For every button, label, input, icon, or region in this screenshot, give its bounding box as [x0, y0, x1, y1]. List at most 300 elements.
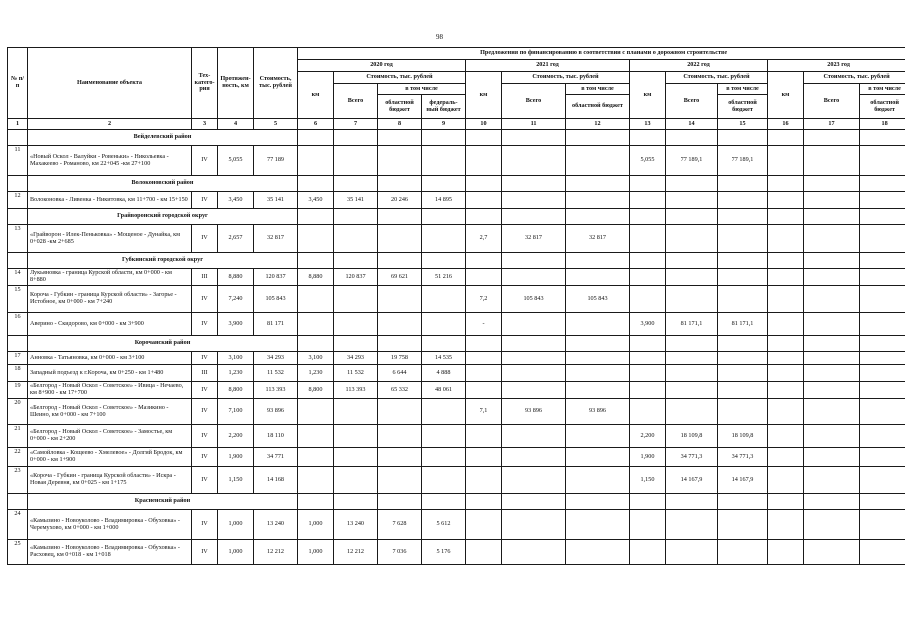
section-empty-cell: [718, 209, 768, 225]
value-cell: [378, 425, 422, 448]
value-cell: [666, 399, 718, 425]
value-cell: [768, 225, 804, 253]
section-empty-cell: [378, 253, 422, 269]
value-cell: -: [466, 313, 502, 336]
value-cell: [804, 313, 860, 336]
value-cell: [502, 467, 566, 494]
km-header: км: [466, 72, 502, 119]
value-cell: [502, 365, 566, 382]
value-cell: 12 212: [334, 540, 378, 565]
value-cell: [298, 286, 334, 313]
section-empty-cell: [718, 494, 768, 510]
value-cell: 7,2: [466, 286, 502, 313]
value-cell: [334, 448, 378, 467]
section-empty-cell: [666, 176, 718, 192]
value-cell: 11 532: [254, 365, 298, 382]
value-cell: [298, 399, 334, 425]
value-cell: 77 189: [254, 146, 298, 176]
value-cell: III: [192, 269, 218, 286]
section-empty-cell: [666, 494, 718, 510]
value-cell: 1,000: [298, 510, 334, 540]
value-cell: 65 332: [378, 382, 422, 399]
column-number-row: [8, 119, 905, 130]
table-row: [8, 540, 905, 565]
value-cell: [630, 540, 666, 565]
value-cell: IV: [192, 286, 218, 313]
value-cell: 35 141: [254, 192, 298, 209]
value-cell: [768, 269, 804, 286]
value-cell: [422, 467, 466, 494]
value-cell: [334, 425, 378, 448]
regional-budget-header: областной бюджет: [860, 95, 905, 119]
section-empty-cell: [378, 130, 422, 146]
value-cell: 18 109,8: [666, 425, 718, 448]
value-cell: [666, 540, 718, 565]
value-cell: 113 393: [254, 382, 298, 399]
total-header: Всего: [334, 84, 378, 119]
value-cell: 1,000: [298, 540, 334, 565]
value-cell: [566, 448, 630, 467]
row-number-cell: 21: [8, 425, 28, 448]
section-blank-cell: [8, 336, 28, 352]
value-cell: [804, 540, 860, 565]
column-number-cell: 18: [860, 119, 905, 130]
object-name-cell: Короча - Губкин - граница Курской области» - Загорье - Истобное, км 0+000 - км 7+240: [28, 286, 192, 313]
value-cell: 35 141: [334, 192, 378, 209]
section-empty-cell: [768, 253, 804, 269]
value-cell: 14 167,9: [666, 467, 718, 494]
section-title: Губкинский городской округ: [28, 253, 298, 269]
row-number-cell: 13: [8, 225, 28, 253]
km-header: км: [630, 72, 666, 119]
value-cell: 34 771,3: [666, 448, 718, 467]
value-cell: IV: [192, 352, 218, 365]
row-number-cell: 19: [8, 382, 28, 399]
value-cell: [768, 382, 804, 399]
object-name-cell: Лукьяновка - граница Курской области, км 0+000 - км 8+880: [28, 269, 192, 286]
table-row: [8, 286, 905, 313]
value-cell: 3,100: [298, 352, 334, 365]
object-name-cell: «Камызино - Новоуколово - Владимировка - Обуховка» - Расховец, км 0+018 - км 1+018: [28, 540, 192, 565]
section-empty-cell: [804, 130, 860, 146]
value-cell: [422, 146, 466, 176]
value-cell: [630, 269, 666, 286]
section-empty-cell: [718, 130, 768, 146]
column-number-cell: 12: [566, 119, 630, 130]
section-row: [8, 336, 905, 352]
value-cell: [630, 365, 666, 382]
value-cell: [666, 352, 718, 365]
value-cell: 3,450: [298, 192, 334, 209]
km-header: км: [298, 72, 334, 119]
value-cell: 3,900: [630, 313, 666, 336]
value-cell: 12 212: [254, 540, 298, 565]
value-cell: 8,880: [298, 269, 334, 286]
value-cell: 7,240: [218, 286, 254, 313]
value-cell: [630, 382, 666, 399]
value-cell: [502, 192, 566, 209]
section-empty-cell: [666, 130, 718, 146]
value-cell: 5 612: [422, 510, 466, 540]
section-empty-cell: [666, 253, 718, 269]
value-cell: [718, 399, 768, 425]
column-number-cell: 7: [334, 119, 378, 130]
value-cell: IV: [192, 467, 218, 494]
section-empty-cell: [630, 176, 666, 192]
year-2023-header: 2023 год: [768, 60, 905, 72]
section-blank-cell: [8, 253, 28, 269]
value-cell: 14 895: [422, 192, 466, 209]
value-cell: [804, 425, 860, 448]
row-number-cell: 15: [8, 286, 28, 313]
value-cell: 77 189,1: [718, 146, 768, 176]
value-cell: [804, 467, 860, 494]
value-cell: [804, 352, 860, 365]
regional-budget-header: областной бюджет: [566, 95, 630, 119]
value-cell: [502, 510, 566, 540]
section-title: Волоконовский район: [28, 176, 298, 192]
section-row: [8, 130, 905, 146]
value-cell: IV: [192, 510, 218, 540]
object-name-cell: Аверино - Скидорово, км 0+000 - км 3+900: [28, 313, 192, 336]
section-empty-cell: [334, 253, 378, 269]
value-cell: [804, 225, 860, 253]
value-cell: 1,230: [298, 365, 334, 382]
table-row: [8, 225, 905, 253]
value-cell: 1,900: [218, 448, 254, 467]
value-cell: [718, 365, 768, 382]
row-number-cell: 18: [8, 365, 28, 382]
value-cell: [768, 352, 804, 365]
section-empty-cell: [768, 209, 804, 225]
col-no-header: № п/п: [8, 48, 28, 119]
section-empty-cell: [768, 494, 804, 510]
value-cell: [566, 510, 630, 540]
value-cell: [768, 510, 804, 540]
section-title: Красненский район: [28, 494, 298, 510]
section-empty-cell: [630, 336, 666, 352]
col-name-header: Наименование объекта: [28, 48, 192, 119]
value-cell: [422, 313, 466, 336]
value-cell: 5,055: [218, 146, 254, 176]
value-cell: 93 896: [502, 399, 566, 425]
value-cell: IV: [192, 425, 218, 448]
value-cell: 105 843: [566, 286, 630, 313]
table-row: [8, 382, 905, 399]
value-cell: [566, 269, 630, 286]
value-cell: [422, 399, 466, 425]
value-cell: [804, 399, 860, 425]
value-cell: 19 758: [378, 352, 422, 365]
column-number-cell: 4: [218, 119, 254, 130]
object-name-cell: «Белгород - Новый Оскол - Советское» - Ивица - Нечаево, км 8+900 - км 17+700: [28, 382, 192, 399]
section-empty-cell: [630, 494, 666, 510]
value-cell: [298, 146, 334, 176]
year-2021-header: 2021 год: [466, 60, 630, 72]
value-cell: 8,800: [298, 382, 334, 399]
value-cell: 105 843: [502, 286, 566, 313]
section-empty-cell: [630, 130, 666, 146]
cost-header: Стоимость, тыс. рублей: [666, 72, 768, 84]
section-empty-cell: [502, 176, 566, 192]
value-cell: [718, 192, 768, 209]
value-cell: 6 644: [378, 365, 422, 382]
section-empty-cell: [298, 176, 334, 192]
value-cell: [566, 313, 630, 336]
value-cell: [502, 352, 566, 365]
section-empty-cell: [378, 494, 422, 510]
value-cell: [666, 382, 718, 399]
value-cell: 120 837: [254, 269, 298, 286]
value-cell: [566, 467, 630, 494]
total-header: Всего: [502, 84, 566, 119]
object-name-cell: «Грайворон - Илек-Пеньковка» - Мощеное - Дунайка, км 0+028 -км 2+685: [28, 225, 192, 253]
value-cell: III: [192, 365, 218, 382]
value-cell: [466, 425, 502, 448]
value-cell: [718, 286, 768, 313]
value-cell: 8,880: [218, 269, 254, 286]
row-number-cell: 14: [8, 269, 28, 286]
value-cell: [804, 365, 860, 382]
section-empty-cell: [466, 494, 502, 510]
value-cell: [860, 146, 905, 176]
row-number-cell: 23: [8, 467, 28, 494]
value-cell: 113 393: [334, 382, 378, 399]
value-cell: 5 176: [422, 540, 466, 565]
value-cell: [860, 352, 905, 365]
value-cell: IV: [192, 399, 218, 425]
section-empty-cell: [860, 494, 905, 510]
row-number-cell: 20: [8, 399, 28, 425]
section-empty-cell: [566, 336, 630, 352]
section-empty-cell: [298, 209, 334, 225]
value-cell: 8,800: [218, 382, 254, 399]
value-cell: 34 293: [334, 352, 378, 365]
value-cell: [768, 540, 804, 565]
section-empty-cell: [804, 494, 860, 510]
value-cell: 34 771: [254, 448, 298, 467]
value-cell: IV: [192, 192, 218, 209]
value-cell: [502, 448, 566, 467]
column-number-cell: 6: [298, 119, 334, 130]
value-cell: [378, 313, 422, 336]
table-row: [8, 448, 905, 467]
section-empty-cell: [334, 494, 378, 510]
value-cell: 14 535: [422, 352, 466, 365]
section-blank-cell: [8, 176, 28, 192]
value-cell: [378, 467, 422, 494]
object-name-cell: «Короча - Губкин - граница Курской области» - Искра - Новая Деревня, км 0+025 - км 1+175: [28, 467, 192, 494]
value-cell: [804, 269, 860, 286]
cost-header: Стоимость, тыс. рублей: [334, 72, 466, 84]
value-cell: 1,150: [218, 467, 254, 494]
section-empty-cell: [298, 253, 334, 269]
value-cell: [718, 540, 768, 565]
section-empty-cell: [666, 209, 718, 225]
col-category-header: Тех-катего-рия: [192, 48, 218, 119]
row-number-cell: 11: [8, 146, 28, 176]
section-row: [8, 176, 905, 192]
value-cell: 7 036: [378, 540, 422, 565]
financing-table: [7, 47, 905, 565]
value-cell: [566, 365, 630, 382]
total-header: Всего: [666, 84, 718, 119]
value-cell: [334, 286, 378, 313]
value-cell: 14 168: [254, 467, 298, 494]
value-cell: [666, 365, 718, 382]
value-cell: 1,150: [630, 467, 666, 494]
value-cell: [502, 269, 566, 286]
value-cell: [718, 382, 768, 399]
section-empty-cell: [466, 176, 502, 192]
section-blank-cell: [8, 130, 28, 146]
object-name-cell: Западный подъезд к г.Короча, км 0+250 - км 1+480: [28, 365, 192, 382]
value-cell: [466, 540, 502, 565]
section-empty-cell: [422, 209, 466, 225]
cost-header: Стоимость, тыс. рублей: [804, 72, 905, 84]
value-cell: [666, 510, 718, 540]
column-number-cell: 3: [192, 119, 218, 130]
column-number-cell: 10: [466, 119, 502, 130]
value-cell: [768, 313, 804, 336]
column-number-cell: 11: [502, 119, 566, 130]
value-cell: [630, 399, 666, 425]
value-cell: [860, 448, 905, 467]
value-cell: [718, 269, 768, 286]
value-cell: [718, 510, 768, 540]
column-number-cell: 8: [378, 119, 422, 130]
section-empty-cell: [630, 253, 666, 269]
object-name-cell: «Белгород - Новый Оскол - Советское» - Мазикино - Шеино, км 0+000 - км 7+100: [28, 399, 192, 425]
value-cell: IV: [192, 146, 218, 176]
value-cell: 14 167,9: [718, 467, 768, 494]
column-number-cell: 9: [422, 119, 466, 130]
value-cell: [630, 192, 666, 209]
regional-budget-header: областной бюджет: [718, 95, 768, 119]
section-empty-cell: [804, 336, 860, 352]
value-cell: 34 293: [254, 352, 298, 365]
value-cell: 11 532: [334, 365, 378, 382]
table-row: [8, 146, 905, 176]
value-cell: [860, 192, 905, 209]
section-empty-cell: [502, 336, 566, 352]
section-empty-cell: [298, 130, 334, 146]
value-cell: [860, 425, 905, 448]
value-cell: IV: [192, 540, 218, 565]
section-row: [8, 209, 905, 225]
including-header: в том числе: [718, 84, 768, 95]
object-name-cell: «Новый Оскол - Валуйки - Ровеньки» - Никольевка - Махакеево - Романово, км 22+045 -км 27+100: [28, 146, 192, 176]
value-cell: 2,200: [218, 425, 254, 448]
section-empty-cell: [334, 209, 378, 225]
section-blank-cell: [8, 209, 28, 225]
column-number-cell: 13: [630, 119, 666, 130]
section-title: Вейделевский район: [28, 130, 298, 146]
section-row: [8, 253, 905, 269]
value-cell: 81 171: [254, 313, 298, 336]
value-cell: [768, 467, 804, 494]
value-cell: [566, 540, 630, 565]
section-empty-cell: [860, 176, 905, 192]
value-cell: [566, 425, 630, 448]
table-row: [8, 313, 905, 336]
value-cell: 81 171,1: [718, 313, 768, 336]
including-header: в том числе: [378, 84, 466, 95]
row-number-cell: 16: [8, 313, 28, 336]
value-cell: [334, 467, 378, 494]
value-cell: 32 817: [254, 225, 298, 253]
section-empty-cell: [804, 209, 860, 225]
value-cell: [630, 510, 666, 540]
table-row: [8, 399, 905, 425]
section-empty-cell: [768, 176, 804, 192]
value-cell: 5,055: [630, 146, 666, 176]
row-number-cell: 24: [8, 510, 28, 540]
value-cell: [334, 399, 378, 425]
column-number-cell: 5: [254, 119, 298, 130]
value-cell: 48 061: [422, 382, 466, 399]
value-cell: 7,1: [466, 399, 502, 425]
value-cell: [768, 286, 804, 313]
value-cell: [378, 448, 422, 467]
object-name-cell: «Белгород - Новый Оскол - Советское» - Замостье, км 0+000 - км 2+200: [28, 425, 192, 448]
section-blank-cell: [8, 494, 28, 510]
value-cell: IV: [192, 382, 218, 399]
table-row: [8, 425, 905, 448]
table-row: [8, 192, 905, 209]
including-header: в том числе: [566, 84, 630, 95]
value-cell: [630, 352, 666, 365]
value-cell: 13 240: [254, 510, 298, 540]
section-empty-cell: [860, 130, 905, 146]
value-cell: IV: [192, 448, 218, 467]
value-cell: 2,7: [466, 225, 502, 253]
col-cost-header: Стоимость, тыс. рублей: [254, 48, 298, 119]
section-empty-cell: [422, 130, 466, 146]
value-cell: [378, 146, 422, 176]
object-name-cell: Волоконовка - Ливенка - Никитовка, км 11+700 - км 15+150: [28, 192, 192, 209]
section-empty-cell: [502, 130, 566, 146]
section-empty-cell: [466, 253, 502, 269]
value-cell: [768, 146, 804, 176]
value-cell: [422, 286, 466, 313]
value-cell: [666, 192, 718, 209]
value-cell: 1,000: [218, 540, 254, 565]
km-header: км: [768, 72, 804, 119]
value-cell: 3,100: [218, 352, 254, 365]
section-empty-cell: [298, 336, 334, 352]
value-cell: [566, 146, 630, 176]
value-cell: [768, 425, 804, 448]
value-cell: IV: [192, 225, 218, 253]
section-empty-cell: [422, 253, 466, 269]
value-cell: 13 240: [334, 510, 378, 540]
value-cell: [334, 225, 378, 253]
value-cell: [466, 467, 502, 494]
cost-header: Стоимость, тыс. рублей: [502, 72, 630, 84]
value-cell: 34 771,3: [718, 448, 768, 467]
value-cell: 2,200: [630, 425, 666, 448]
section-empty-cell: [502, 209, 566, 225]
value-cell: 18 109,8: [718, 425, 768, 448]
value-cell: [298, 313, 334, 336]
column-number-cell: 15: [718, 119, 768, 130]
value-cell: 7,100: [218, 399, 254, 425]
value-cell: [466, 365, 502, 382]
section-empty-cell: [804, 253, 860, 269]
section-empty-cell: [718, 253, 768, 269]
section-empty-cell: [630, 209, 666, 225]
